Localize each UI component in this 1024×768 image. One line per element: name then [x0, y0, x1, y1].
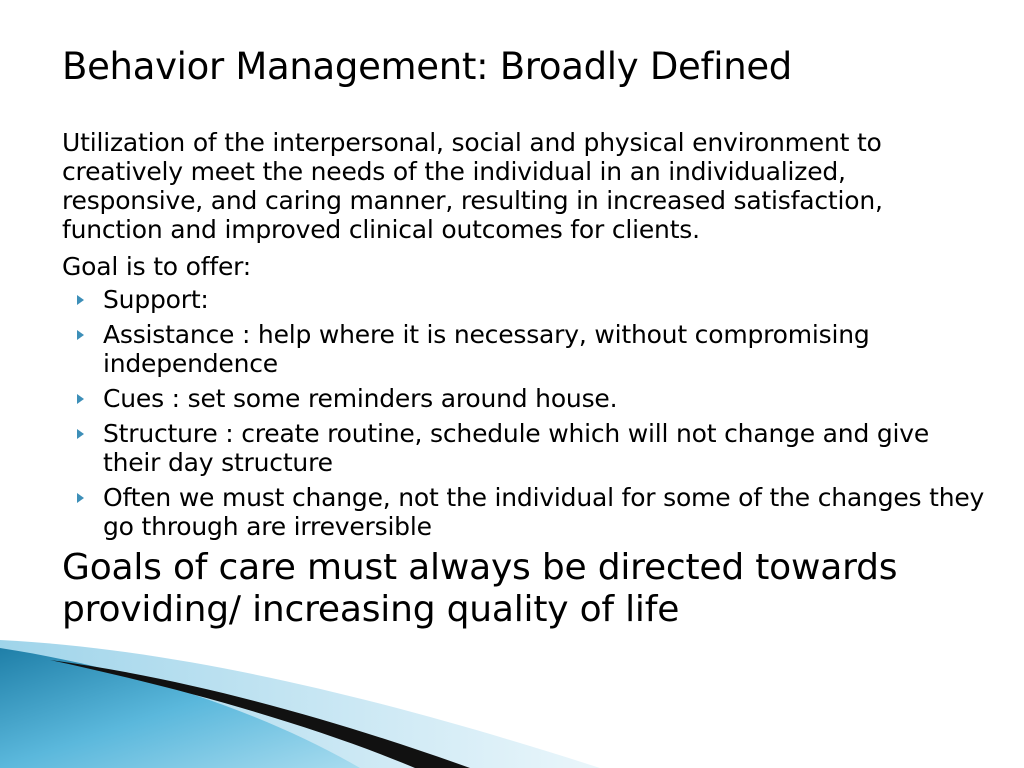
slide-title: Behavior Management: Broadly Defined	[62, 45, 792, 88]
triangle-right-icon	[77, 394, 84, 404]
triangle-right-icon	[77, 493, 84, 503]
closing-statement: Goals of care must always be directed towards providing/ increasing quality of life	[62, 547, 898, 630]
bullet-item-change	[62, 483, 992, 541]
bullet-item-structure	[62, 419, 992, 477]
intro-paragraph: Utilization of the interpersonal, social and physical environment to creatively meet the needs of the individual in an individualized, responsive, and caring manner, resulting in increased satisfaction, function and improved clinical outcomes for clients.	[62, 128, 883, 244]
bullet-text: Often we must change, not the individual for some of the changes they go through are irreversible	[103, 483, 985, 541]
triangle-right-icon	[77, 330, 84, 340]
bullet-item-cues	[62, 384, 992, 413]
bullet-text: Structure : create routine, schedule which will not change and give their day structure	[103, 419, 930, 477]
bullet-text: Assistance : help where it is necessary, without compromising independence	[103, 320, 870, 378]
goal-label: Goal is to offer:	[62, 252, 251, 281]
bullet-list	[62, 285, 992, 541]
triangle-right-icon	[77, 429, 84, 439]
bullet-item-assistance	[62, 320, 992, 378]
slide-content	[62, 128, 992, 631]
triangle-right-icon	[77, 295, 84, 305]
bullet-text: Cues : set some reminders around house.	[103, 384, 618, 413]
bullet-text: Support:	[103, 285, 209, 314]
bullet-item-support	[62, 285, 992, 314]
